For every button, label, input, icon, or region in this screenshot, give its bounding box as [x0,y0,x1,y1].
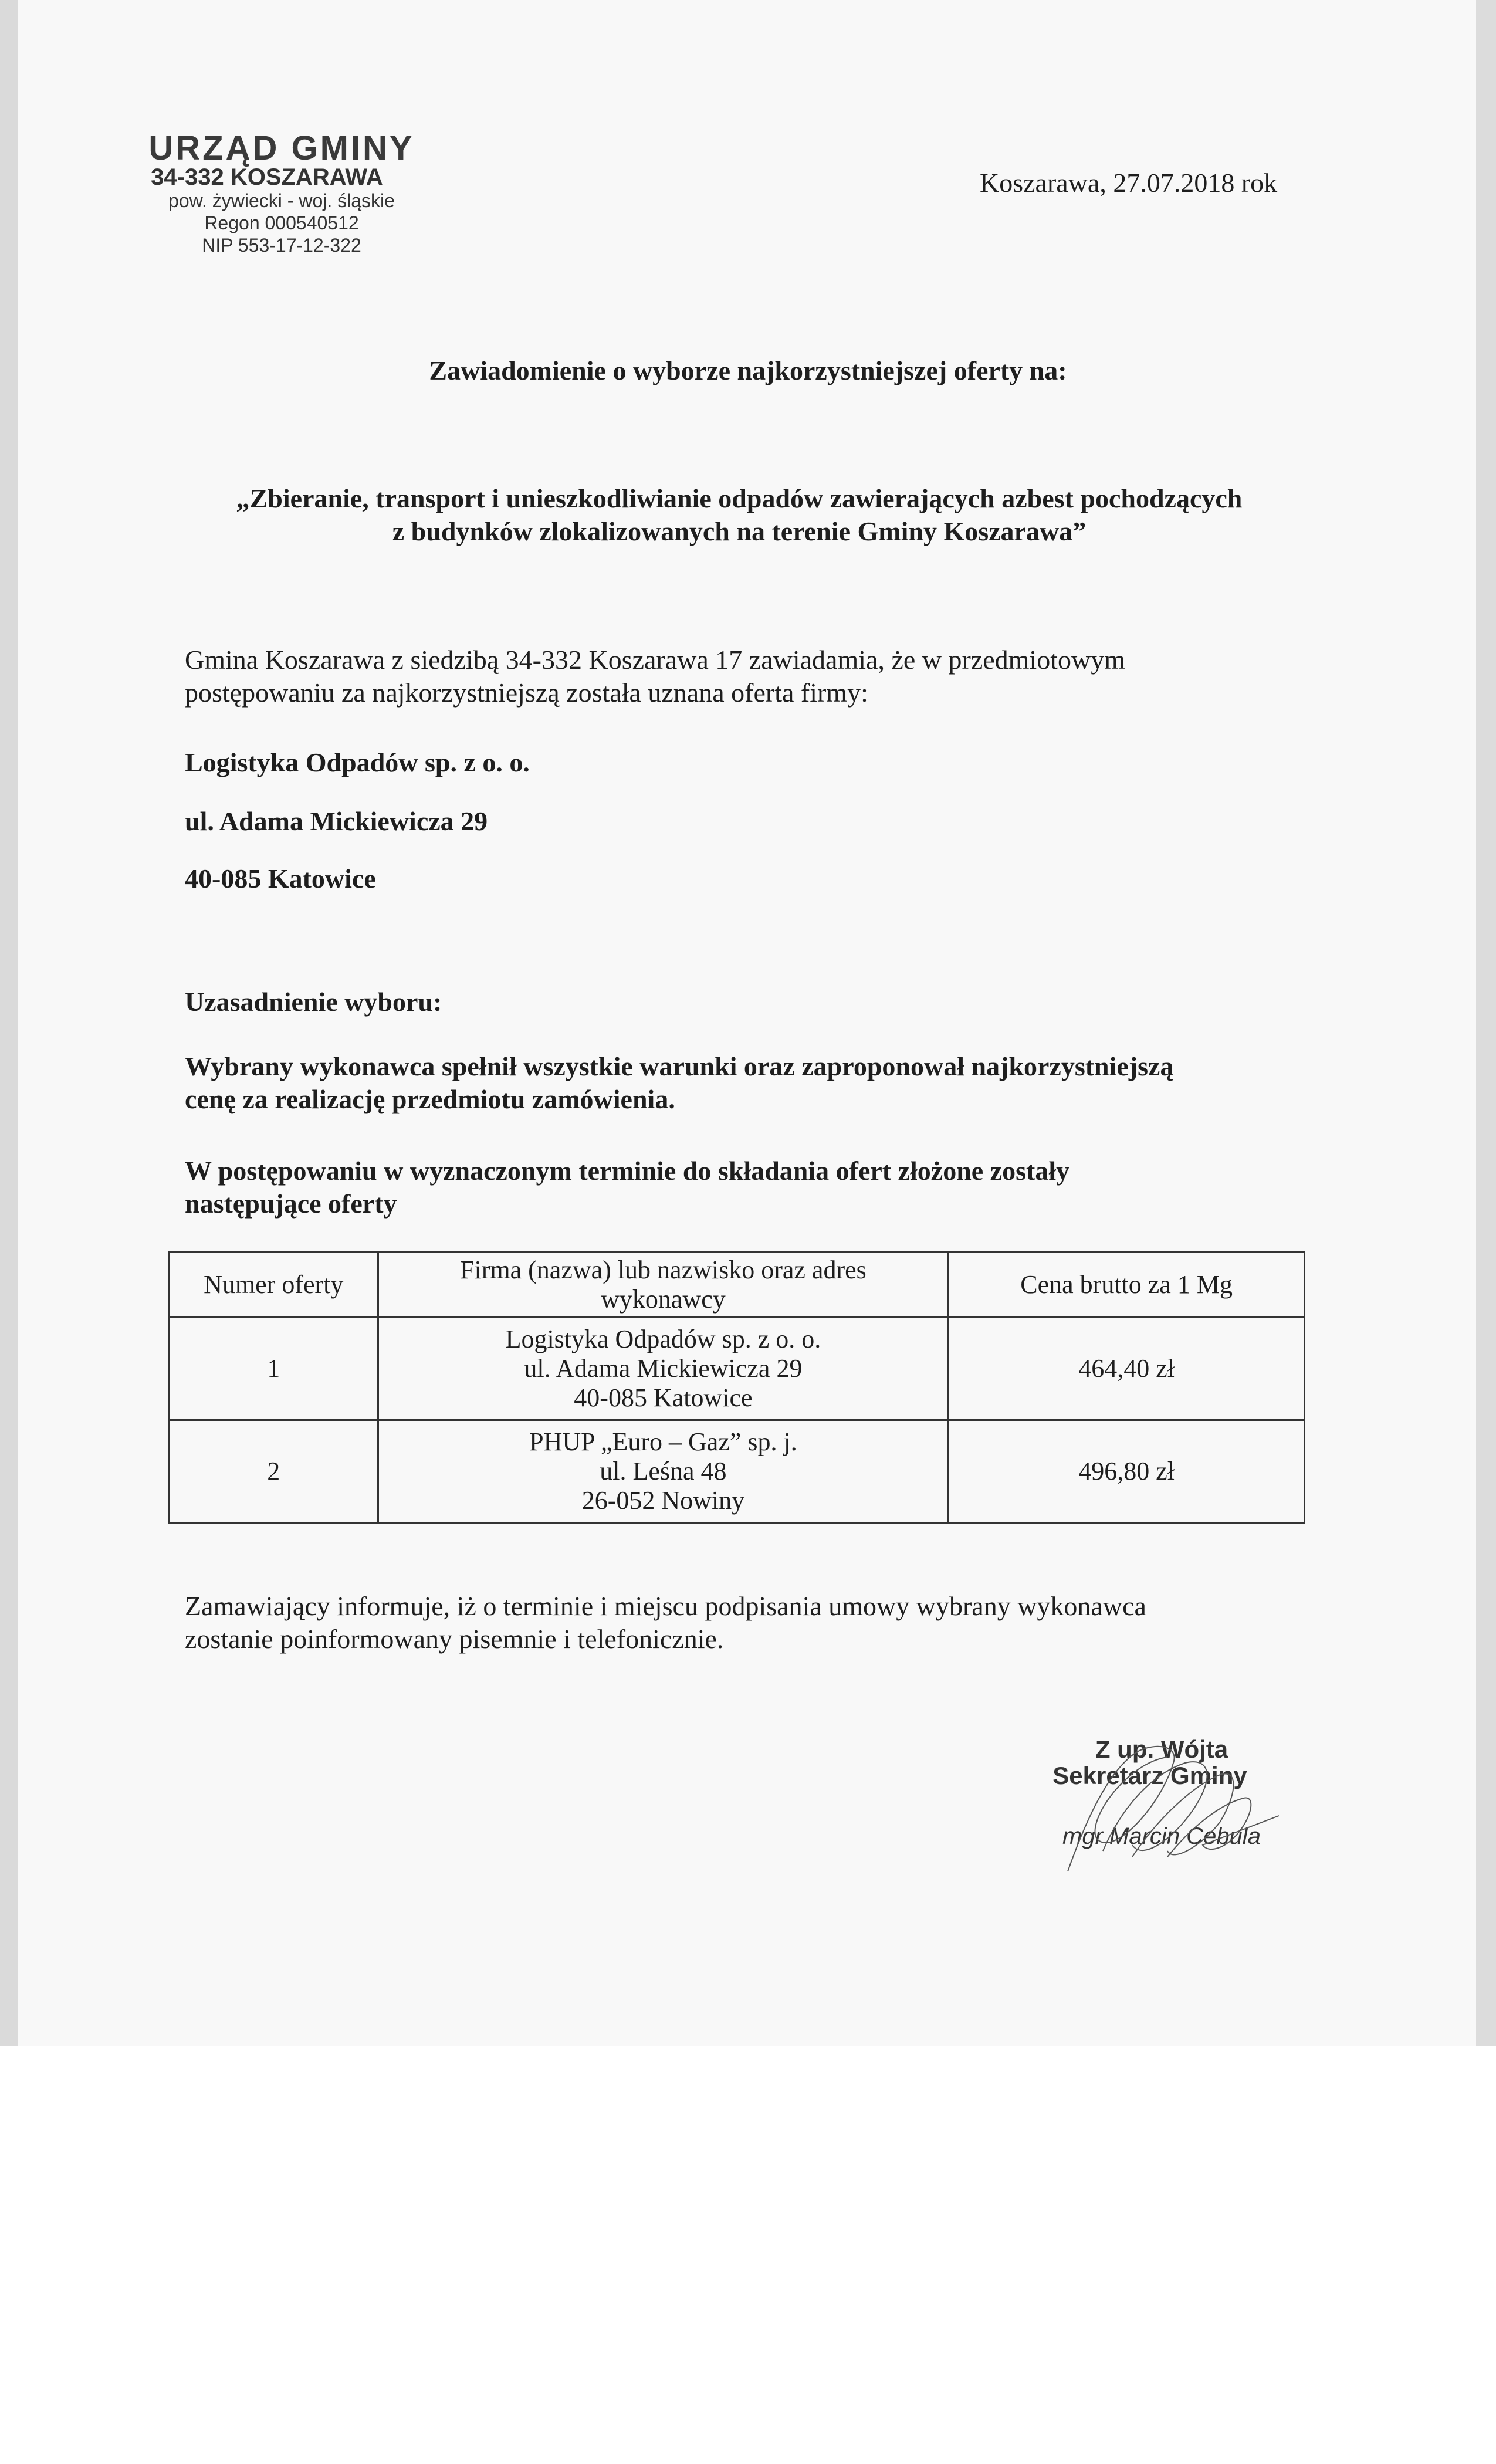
justification-text [185,1050,1358,1116]
offer-company-street: ul. Adama Mickiewicza 29 [524,1354,803,1383]
offers-intro [185,1155,1358,1220]
justification-line-1: Wybrany wykonawca spełnił wszystkie warunki oraz zaproponował najkorzystniejszą [185,1051,1174,1081]
handwritten-signature-icon [1033,1739,1302,1874]
offer-price: 464,40 zł [949,1318,1305,1420]
stamp-regon: Regon 000540512 [204,212,359,233]
offers-table [168,1251,1305,1524]
winner-street: ul. Adama Mickiewicza 29 [185,806,488,836]
stamp-title: URZĄD GMINY [148,129,415,167]
header-company-line-1: Firma (nazwa) lub nazwisko oraz adres [460,1255,867,1284]
offer-company-name: Logistyka Odpadów sp. z o. o. [505,1325,821,1353]
closing-paragraph [185,1590,1358,1656]
document-date: Koszarawa, 27.07.2018 rok [980,168,1278,198]
offers-intro-line-2: następujące oferty [185,1189,397,1219]
header-price: Cena brutto za 1 Mg [949,1253,1305,1318]
subject-line-1: „Zbieranie, transport i unieszkodliwianie odpadów zawierających azbest pochodzących [236,483,1243,513]
header-company-line-2: wykonawcy [601,1285,726,1314]
intro-line-1: Gmina Koszarawa z siedzibą 34-332 Koszarawa 17 zawiadamia, że w przedmiotowym [185,645,1125,675]
table-row [170,1420,1305,1523]
tender-subject [117,482,1361,548]
subject-line-2: z budynków zlokalizowanych na terenie Gminy Koszarawa” [392,516,1087,546]
offer-number: 2 [170,1420,378,1523]
stamp-region: pow. żywiecki - woj. śląskie [168,190,395,211]
scan-edge-left [0,0,18,2046]
offer-company-name: PHUP „Euro – Gaz” sp. j. [529,1427,797,1456]
table-header-row [170,1253,1305,1318]
signature-line-2: Sekretarz Gminy [1052,1762,1247,1789]
stamp-address: 34-332 KOSZARAWA [151,164,383,190]
closing-line-2: zostanie poinformowany pisemnie i telefonicznie. [185,1624,724,1654]
signatory-name: mgr Marcin Cebula [1062,1823,1261,1849]
header-company [378,1253,949,1318]
signature-line-1: Z up. Wójta [1095,1735,1228,1763]
offer-company [378,1318,949,1420]
office-stamp [141,129,422,256]
offer-company-city: 40-085 Katowice [574,1383,753,1412]
offer-number: 1 [170,1318,378,1420]
header-offer-number: Numer oferty [170,1253,378,1318]
offer-company-street: ul. Leśna 48 [600,1457,727,1485]
justification-line-2: cenę za realizację przedmiotu zamówienia. [185,1084,675,1114]
offers-intro-line-1: W postępowaniu w wyznaczonym terminie do składania ofert złożone zostały [185,1156,1070,1186]
table-row [170,1318,1305,1420]
offer-company-city: 26-052 Nowiny [581,1486,745,1515]
intro-paragraph [185,644,1358,709]
scan-edge-right [1476,0,1496,2046]
justification-title: Uzasadnienie wyboru: [185,987,442,1017]
offer-price: 496,80 zł [949,1420,1305,1523]
offer-company [378,1420,949,1523]
intro-line-2: postępowaniu za najkorzystniejszą została uznana oferta firmy: [185,678,868,708]
stamp-nip: NIP 553-17-12-322 [202,235,361,256]
document-heading: Zawiadomienie o wyborze najkorzystniejszej oferty na: [429,356,1067,385]
winner-name: Logistyka Odpadów sp. z o. o. [185,747,530,777]
winner-city: 40-085 Katowice [185,864,376,893]
closing-line-1: Zamawiający informuje, iż o terminie i miejscu podpisania umowy wybrany wykonawca [185,1591,1146,1621]
